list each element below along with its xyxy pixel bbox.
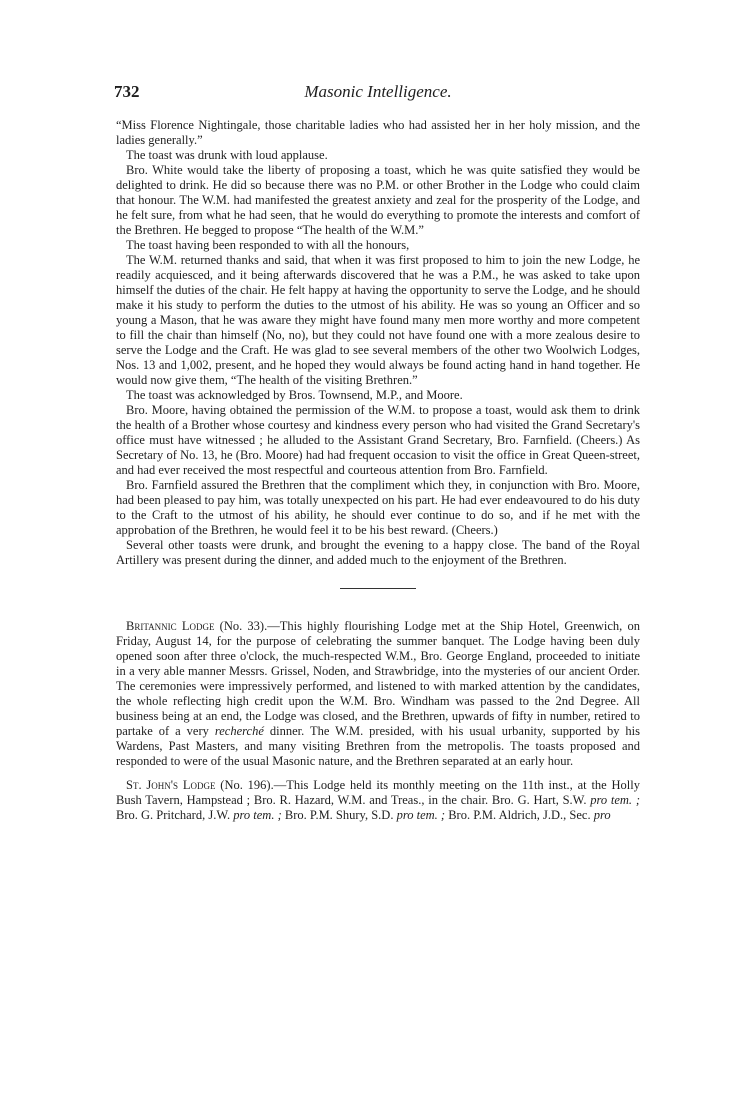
body-text: [116, 118, 640, 823]
paragraph: The W.M. returned thanks and said, that when it was first proposed to him to join the new Lodge, he readily acquiesced, and it being afterwards discovered that he was a P.M., he was asked to take upon himself the duties of the chair. He felt happy at having the opportunity to serve the Lodge, and he should make it his study to perform the duties to the utmost of his ability. He was so young an Officer and so young a Mason, that he was aware they might have found many men more worthy and more competent to fill the chair than himself (No, no), but they could not have found one with a more zealous desire to serve the Lodge and the Craft. He was glad to see several members of the other two Woolwich Lodges, Nos. 13 and 1,002, present, and he hoped they would always be found acting hand in hand together. He would now give them, “The health of the visiting Brethren.”: [116, 253, 640, 387]
italic-run: pro tem. ;: [233, 808, 282, 822]
st-johns-lodge-paragraph: [116, 778, 640, 823]
section-divider: [340, 588, 416, 589]
paragraph: The toast having been responded to with all the honours,: [126, 238, 410, 252]
running-title: Masonic Intelligence.: [304, 82, 452, 101]
lodge-name: Britannic Lodge: [126, 619, 215, 633]
paragraph: The toast was acknowledged by Bros. Townsend, M.P., and Moore.: [126, 388, 463, 402]
paragraph: Bro. Farnfield assured the Brethren that the compliment which they, in conjunction with Bro. Moore, had been pleased to pay him, was totally unexpected on his part. He had ever endeavoured to do his duty to the Craft to the utmost of his ability, he should ever continue to do so, and if he met with the approbation of the Brethren, he would feel it to be his best reward. (Cheers.): [116, 478, 640, 537]
paragraph: Bro. Moore, having obtained the permission of the W.M. to propose a toast, would ask them to drink the health of a Brother whose courtesy and kindness every person who had visited the Grand Secretary's office must have witnessed ; he alluded to the Assistant Grand Secretary, Bro. Farnfield. (Cheers.) As Secretary of No. 13, he (Bro. Moore) had had frequent occasion to visit the office in Great Queen-street, and had ever received the most respectful and courteous attention from Bro. Farnfield.: [116, 403, 640, 477]
text-run: Bro. P.M. Aldrich, J.D., Sec.: [445, 808, 594, 822]
paragraph: The toast was drunk with loud applause.: [126, 148, 328, 162]
quoted-toast-paragraph: “Miss Florence Nightingale, those charitable ladies who had assisted her in her holy mission, and the ladies generally.”: [116, 118, 640, 147]
paragraph: Bro. White would take the liberty of proposing a toast, which he was quite satisfied they would be delighted to drink. He did so because there was no P.M. or other Brother in the Lodge who could claim that honour. The W.M. had manifested the greatest anxiety and zeal for the prosperity of the Lodge, and he felt sure, from what he had seen, that he would do everything to promote the interests and comfort of the Brethren. He begged to propose “The health of the W.M.”: [116, 163, 640, 237]
paragraph: Several other toasts were drunk, and brought the evening to a happy close. The band of the Royal Artillery was present during the dinner, and added much to the enjoyment of the Brethren.: [116, 538, 640, 567]
italic-word: recherché: [214, 724, 264, 738]
page-number: 732: [114, 82, 140, 101]
italic-run: pro: [593, 808, 611, 822]
text-run: dinner. The W.M. presided, with his usual urbanity, supported by his Wardens, Past Masters, and many visiting Brethren from the metropolis. The toasts proposed and responded to were of the usual Masonic nature, and the Brethren separated at an early hour.: [116, 724, 641, 768]
britannic-lodge-paragraph: [116, 619, 640, 769]
italic-run: pro tem. ;: [590, 793, 640, 807]
lodge-name: St. John's Lodge: [126, 778, 216, 792]
text-run: (No. 196).—This Lodge held its monthly meeting on the 11th inst., at the Holly Bush Tavern, Hampstead ; Bro. R. Hazard, W.M. and Treas., in the chair. Bro. G. Hart, S.W.: [116, 778, 640, 807]
text-run: Bro. P.M. Shury, S.D.: [281, 808, 397, 822]
text-run: (No. 33).—This highly flourishing Lodge met at the Ship Hotel, Greenwich, on Friday, August 14, for the purpose of celebrating the summer banquet. The Lodge having been duly opened soon after three o'clock, the much-respected W.M., Bro. George England, proceeded to initiate in a very able manner Messrs. Grissel, Noden, and Strawbridge, into the mysteries of our ancient Order. The ceremonies were impressively performed, and listened to with marked attention by the candidates, the whole reflecting high credit upon the W.M. Bro. Windham was passed to the 2nd Degree. All business being at an end, the Lodge was closed, and the Brethren, upwards of fifty in number, retired to partake of a very: [116, 619, 640, 738]
italic-run: pro tem. ;: [396, 808, 446, 822]
text-run: Bro. G. Pritchard, J.W.: [116, 808, 234, 822]
page-header: [114, 82, 642, 104]
